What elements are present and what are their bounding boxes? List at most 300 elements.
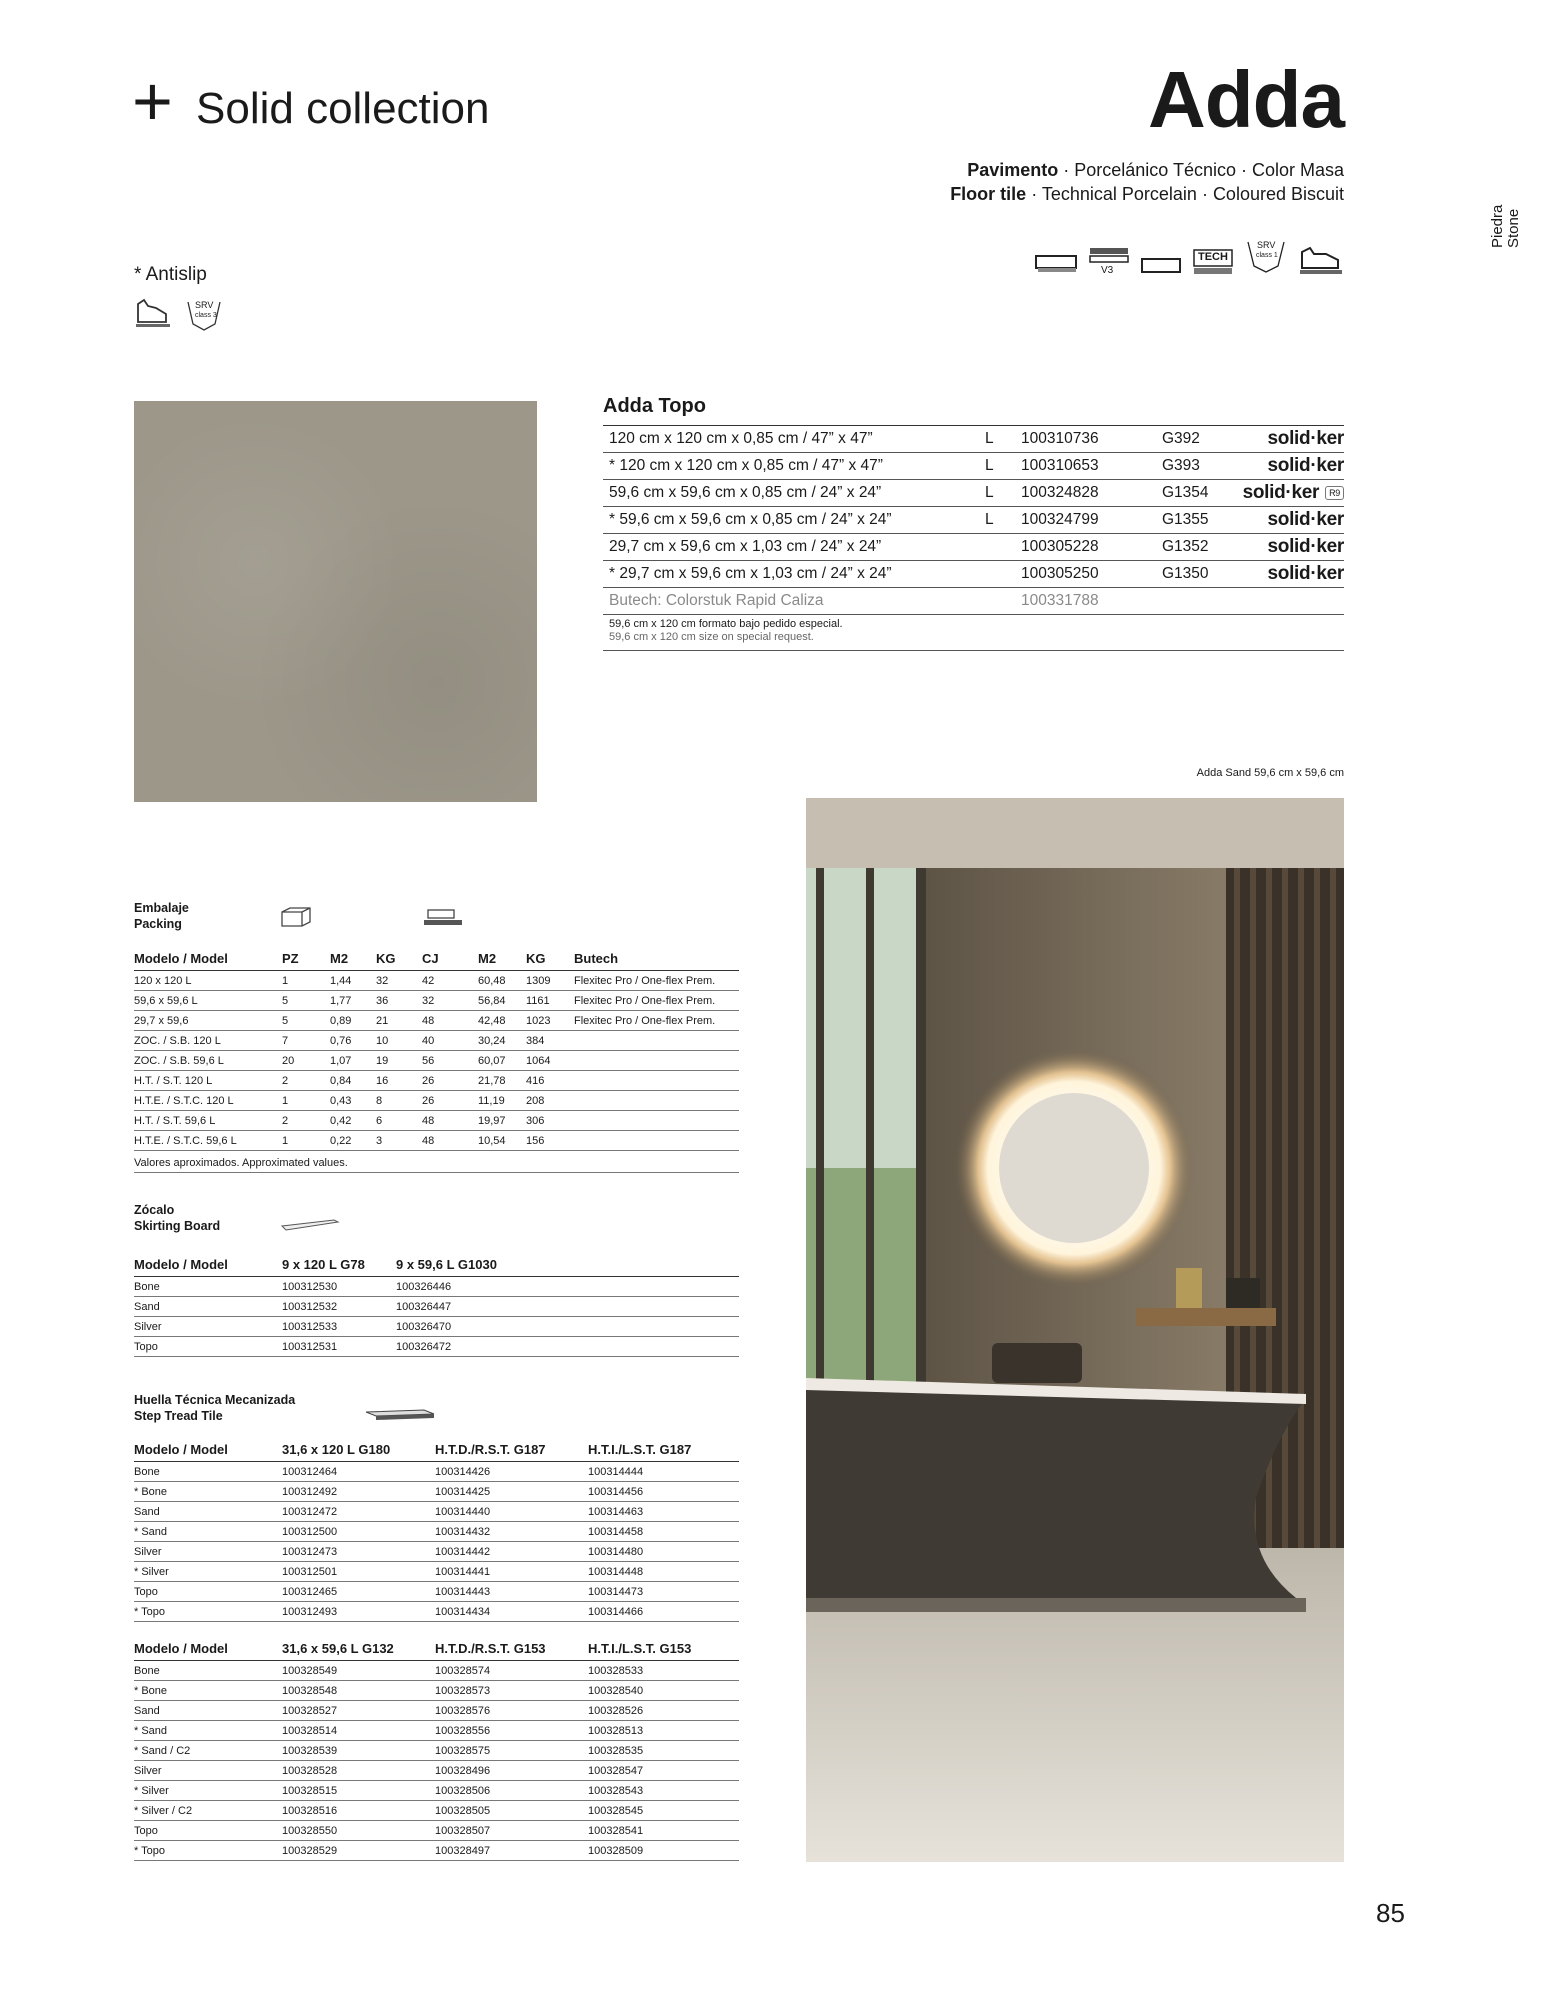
table-cell: 100314426 — [435, 1462, 588, 1482]
step-table-120 — [134, 1437, 739, 1622]
skirting-title — [134, 1202, 220, 1234]
page-number: 85 — [1376, 1898, 1405, 1928]
table-row — [134, 1741, 739, 1761]
table-cell: 100328547 — [588, 1761, 739, 1781]
table-cell: 100314458 — [588, 1522, 739, 1542]
table-cell: Flexitec Pro / One-flex Prem. — [574, 1011, 739, 1031]
table-cell: 32 — [376, 971, 422, 991]
table-row — [134, 1297, 739, 1317]
table-cell: 2 — [282, 1111, 330, 1131]
topo-code: 100305228 — [1015, 534, 1156, 561]
solidker-logo: solid·ker — [1267, 536, 1344, 557]
column-header: KG — [526, 946, 574, 971]
description-en — [950, 182, 1344, 206]
table-row — [134, 1582, 739, 1602]
topo-note-es: 59,6 cm x 120 cm formato bajo pedido especial. — [609, 618, 843, 630]
table-cell: * Silver — [134, 1781, 282, 1801]
table-cell: 208 — [526, 1091, 574, 1111]
table-cell: Topo — [134, 1337, 282, 1357]
table-cell: 100328539 — [282, 1741, 435, 1761]
table-cell: 5 — [282, 1011, 330, 1031]
table-cell: 100328545 — [588, 1801, 739, 1821]
table-cell: Topo — [134, 1821, 282, 1841]
topo-group: G393 — [1156, 453, 1222, 480]
table-cell: 11,19 — [478, 1091, 526, 1111]
table-cell: ZOC. / S.B. 59,6 L — [134, 1051, 282, 1071]
table-cell: 56,84 — [478, 991, 526, 1011]
table-cell: * Silver — [134, 1562, 282, 1582]
table-cell: H.T. / S.T. 59,6 L — [134, 1111, 282, 1131]
topo-size-flag: L — [979, 480, 1015, 507]
column-header: 31,6 x 120 L G180 — [282, 1437, 435, 1462]
table-cell: 1 — [282, 971, 330, 991]
bathroom-illustration — [806, 798, 1344, 1862]
table-cell: 48 — [422, 1131, 478, 1151]
table-cell: 32 — [422, 991, 478, 1011]
table-cell: 100328575 — [435, 1741, 588, 1761]
solidker-logo: solid·ker — [1267, 563, 1344, 584]
column-header: H.T.D./R.S.T. G187 — [435, 1437, 588, 1462]
table-cell: 100314444 — [588, 1462, 739, 1482]
pallet-icon — [422, 908, 464, 928]
column-header: Butech — [574, 946, 739, 971]
table-cell: 384 — [526, 1031, 574, 1051]
topo-brand-cell — [1222, 453, 1344, 480]
topo-divider — [603, 650, 1344, 651]
table-cell: 100312532 — [282, 1297, 396, 1317]
table-cell: 10,54 — [478, 1131, 526, 1151]
table-cell: 120 x 120 L — [134, 971, 282, 991]
plus-icon: + — [132, 62, 173, 140]
table-cell: * Sand / C2 — [134, 1741, 282, 1761]
table-cell: 56 — [422, 1051, 478, 1071]
column-header: H.T.D./R.S.T. G153 — [435, 1636, 588, 1661]
product-name: Adda — [1148, 55, 1344, 144]
topo-format: 59,6 cm x 59,6 cm x 0,85 cm / 24” x 24” — [603, 480, 979, 507]
table-cell — [574, 1051, 739, 1071]
solidker-logo: solid·ker — [1267, 428, 1344, 449]
table-cell: 8 — [376, 1091, 422, 1111]
topo-row — [603, 480, 1344, 507]
skirting-board-icon — [280, 1218, 340, 1232]
table-cell: 40 — [422, 1031, 478, 1051]
table-cell: Bone — [134, 1277, 282, 1297]
table-row — [134, 991, 739, 1011]
topo-row — [603, 561, 1344, 588]
butech-spacer — [1156, 588, 1222, 615]
table-cell: 100328509 — [588, 1841, 739, 1861]
antislip-icons — [134, 296, 224, 332]
photo-caption: Adda Sand 59,6 cm x 59,6 cm — [1196, 767, 1344, 779]
table-cell: 100314456 — [588, 1482, 739, 1502]
table-cell: 100328497 — [435, 1841, 588, 1861]
topo-group: G1350 — [1156, 561, 1222, 588]
table-cell — [574, 1071, 739, 1091]
v3-label: V3 — [1101, 265, 1114, 276]
side-category-en: Stone — [1505, 208, 1522, 248]
table-cell: 1 — [282, 1091, 330, 1111]
table-cell: 0,22 — [330, 1131, 376, 1151]
table-cell: 100328556 — [435, 1721, 588, 1741]
table-cell: 1309 — [526, 971, 574, 991]
topo-size-flag — [979, 534, 1015, 561]
table-cell: * Topo — [134, 1602, 282, 1622]
table-cell: 36 — [376, 991, 422, 1011]
topo-row — [603, 534, 1344, 561]
table-cell: 416 — [526, 1071, 574, 1091]
table-cell: 100328574 — [435, 1661, 588, 1681]
tech-icon — [1192, 248, 1234, 276]
table-cell: 100328507 — [435, 1821, 588, 1841]
feature-icons — [1034, 236, 1344, 276]
table-cell: Silver — [134, 1542, 282, 1562]
table-cell: Bone — [134, 1462, 282, 1482]
table-cell: 100312500 — [282, 1522, 435, 1542]
table-cell: 100312493 — [282, 1602, 435, 1622]
table-cell: Bone — [134, 1661, 282, 1681]
antislip-label: * Antislip — [134, 264, 207, 285]
table-row — [134, 1337, 739, 1357]
table-cell: 100312465 — [282, 1582, 435, 1602]
topo-row — [603, 426, 1344, 453]
table-row — [134, 1502, 739, 1522]
table-row — [134, 1131, 739, 1151]
packing-note: Valores aproximados. Approximated values. — [134, 1157, 348, 1169]
table-row — [134, 1091, 739, 1111]
table-cell: 48 — [422, 1011, 478, 1031]
topo-size-flag: L — [979, 453, 1015, 480]
topo-group: G1354 — [1156, 480, 1222, 507]
table-cell: 100328515 — [282, 1781, 435, 1801]
packing-title-en: Packing — [134, 917, 182, 931]
table-cell: 10 — [376, 1031, 422, 1051]
solidker-logo: solid·ker — [1267, 455, 1344, 476]
table-cell: 29,7 x 59,6 — [134, 1011, 282, 1031]
table-cell: H.T.E. / S.T.C. 120 L — [134, 1091, 282, 1111]
table-cell — [574, 1091, 739, 1111]
table-cell: 306 — [526, 1111, 574, 1131]
table-cell: Silver — [134, 1761, 282, 1781]
topo-group: G1355 — [1156, 507, 1222, 534]
skirting-title-es: Zócalo — [134, 1203, 175, 1217]
table-cell: 100326472 — [396, 1337, 739, 1357]
table-cell: * Topo — [134, 1841, 282, 1861]
table-cell: 100328516 — [282, 1801, 435, 1821]
table-cell: 100326470 — [396, 1317, 739, 1337]
solidker-logo: solid·ker — [1267, 509, 1344, 530]
table-cell: 100314432 — [435, 1522, 588, 1542]
table-cell: 100328506 — [435, 1781, 588, 1801]
step-tread-icon — [364, 1404, 436, 1424]
topo-note-en: 59,6 cm x 120 cm size on special request. — [609, 631, 814, 643]
table-cell: Silver — [134, 1317, 282, 1337]
table-cell: 7 — [282, 1031, 330, 1051]
table-row — [134, 1602, 739, 1622]
column-header: Modelo / Model — [134, 1252, 282, 1277]
packing-title-es: Embalaje — [134, 901, 189, 915]
topo-brand-cell — [1222, 507, 1344, 534]
step-title-es: Huella Técnica Mecanizada — [134, 1393, 296, 1407]
table-cell: * Bone — [134, 1681, 282, 1701]
tech-label: TECH — [1198, 251, 1228, 263]
table-row — [134, 1031, 739, 1051]
table-cell: 21 — [376, 1011, 422, 1031]
table-cell: 100328540 — [588, 1681, 739, 1701]
table-row — [134, 1542, 739, 1562]
table-cell: 100312501 — [282, 1562, 435, 1582]
column-header: Modelo / Model — [134, 1437, 282, 1462]
table-cell: 21,78 — [478, 1071, 526, 1091]
topo-size-flag: L — [979, 507, 1015, 534]
table-cell: 100328505 — [435, 1801, 588, 1821]
description-es — [967, 158, 1344, 182]
table-cell: 100314463 — [588, 1502, 739, 1522]
topo-group: G392 — [1156, 426, 1222, 453]
table-cell: 100328573 — [435, 1681, 588, 1701]
srv-class3-label: class 3 — [195, 312, 217, 319]
topo-format: * 120 cm x 120 cm x 0,85 cm / 47” x 47” — [603, 453, 979, 480]
bathroom-photo — [806, 798, 1344, 1862]
column-header: Modelo / Model — [134, 1636, 282, 1661]
table-row — [134, 1051, 739, 1071]
topo-brand-cell — [1222, 480, 1344, 507]
r9-badge: R9 — [1325, 486, 1344, 500]
side-category-label — [1490, 190, 1530, 260]
table-cell: 100312472 — [282, 1502, 435, 1522]
table-cell: Flexitec Pro / One-flex Prem. — [574, 991, 739, 1011]
antislip-shoe-small-icon — [134, 296, 172, 330]
table-cell: 100328541 — [588, 1821, 739, 1841]
table-cell: 100314466 — [588, 1602, 739, 1622]
table-cell: 100326446 — [396, 1277, 739, 1297]
topo-size-flag: L — [979, 426, 1015, 453]
table-row — [134, 1462, 739, 1482]
table-row — [134, 1277, 739, 1297]
table-cell: 59,6 x 59,6 L — [134, 991, 282, 1011]
table-cell: 0,76 — [330, 1031, 376, 1051]
column-header: 9 x 120 L G78 — [282, 1252, 396, 1277]
table-cell: Sand — [134, 1297, 282, 1317]
table-cell: 100314434 — [435, 1602, 588, 1622]
topo-group: G1352 — [1156, 534, 1222, 561]
column-header: M2 — [478, 946, 526, 971]
table-cell: 48 — [422, 1111, 478, 1131]
table-cell: 100328535 — [588, 1741, 739, 1761]
srv-label: SRV — [1257, 240, 1276, 250]
table-cell: 1023 — [526, 1011, 574, 1031]
shade-variation-icon — [1088, 246, 1130, 276]
table-cell: 16 — [376, 1071, 422, 1091]
table-cell: 100314480 — [588, 1542, 739, 1562]
topo-format: 120 cm x 120 cm x 0,85 cm / 47” x 47” — [603, 426, 979, 453]
table-cell: 100314443 — [435, 1582, 588, 1602]
table-cell: 26 — [422, 1071, 478, 1091]
desc-en-bold: Floor tile — [950, 184, 1027, 204]
table-cell: 100328550 — [282, 1821, 435, 1841]
topo-format: * 29,7 cm x 59,6 cm x 1,03 cm / 24” x 24” — [603, 561, 979, 588]
box-icon — [280, 906, 312, 928]
table-cell: 100328543 — [588, 1781, 739, 1801]
rectified-edge-icon — [1034, 252, 1078, 276]
topo-code: 100310653 — [1015, 453, 1156, 480]
topo-format: 29,7 cm x 59,6 cm x 1,03 cm / 24” x 24” — [603, 534, 979, 561]
table-row — [134, 1781, 739, 1801]
table-row — [134, 1522, 739, 1542]
table-cell: 100314425 — [435, 1482, 588, 1502]
table-cell: Topo — [134, 1582, 282, 1602]
table-cell: 42,48 — [478, 1011, 526, 1031]
column-header: CJ — [422, 946, 478, 971]
table-row — [134, 1701, 739, 1721]
srv-class1-label: class 1 — [1256, 252, 1278, 259]
table-cell: 2 — [282, 1071, 330, 1091]
column-header: 9 x 59,6 L G1030 — [396, 1252, 739, 1277]
srv-class3-icon — [184, 296, 224, 332]
table-cell: 60,48 — [478, 971, 526, 991]
column-header: M2 — [330, 946, 376, 971]
table-cell: 100328528 — [282, 1761, 435, 1781]
topo-code: 100310736 — [1015, 426, 1156, 453]
table-cell: 100314442 — [435, 1542, 588, 1562]
table-row — [134, 1681, 739, 1701]
table-row — [134, 1111, 739, 1131]
table-cell: 100326447 — [396, 1297, 739, 1317]
topo-format: * 59,6 cm x 59,6 cm x 0,85 cm / 24” x 24” — [603, 507, 979, 534]
topo-brand-cell — [1222, 534, 1344, 561]
step-title — [134, 1392, 295, 1424]
table-cell: 100328576 — [435, 1701, 588, 1721]
table-cell: 1 — [282, 1131, 330, 1151]
table-cell: 100328526 — [588, 1701, 739, 1721]
column-header: PZ — [282, 946, 330, 971]
srv-class1-icon — [1244, 236, 1288, 276]
topo-title: Adda Topo — [603, 395, 706, 417]
column-header: 31,6 x 59,6 L G132 — [282, 1636, 435, 1661]
table-row — [134, 1071, 739, 1091]
table-cell: 1,44 — [330, 971, 376, 991]
butech-spacer — [1222, 588, 1344, 615]
table-row — [134, 1661, 739, 1681]
butech-code: 100331788 — [1015, 588, 1156, 615]
solidker-logo: solid·ker — [1242, 482, 1320, 503]
table-cell: 30,24 — [478, 1031, 526, 1051]
table-cell: 6 — [376, 1111, 422, 1131]
table-cell: 100328514 — [282, 1721, 435, 1741]
topo-brand-cell — [1222, 561, 1344, 588]
column-header: KG — [376, 946, 422, 971]
table-cell: Flexitec Pro / One-flex Prem. — [574, 971, 739, 991]
table-cell: 100312531 — [282, 1337, 396, 1357]
table-cell: * Silver / C2 — [134, 1801, 282, 1821]
table-row — [134, 1317, 739, 1337]
table-row — [134, 1801, 739, 1821]
topo-brand-cell — [1222, 426, 1344, 453]
collection-title: Solid collection — [196, 84, 490, 133]
srv-label-small: SRV — [195, 300, 214, 310]
butech-spacer — [979, 588, 1015, 615]
table-cell: 42 — [422, 971, 478, 991]
table-cell: 100328527 — [282, 1701, 435, 1721]
step-table-59 — [134, 1636, 739, 1861]
table-row — [134, 1562, 739, 1582]
butech-row — [603, 588, 1344, 615]
topo-size-flag — [979, 561, 1015, 588]
table-cell: 100314473 — [588, 1582, 739, 1602]
table-cell: H.T. / S.T. 120 L — [134, 1071, 282, 1091]
table-cell: 1161 — [526, 991, 574, 1011]
butech-label: Butech: Colorstuk Rapid Caliza — [603, 588, 979, 615]
table-cell: 100312464 — [282, 1462, 435, 1482]
table-cell: H.T.E. / S.T.C. 59,6 L — [134, 1131, 282, 1151]
topo-code: 100324799 — [1015, 507, 1156, 534]
table-cell — [574, 1111, 739, 1131]
tile-swatch — [134, 401, 537, 802]
desc-es-bold: Pavimento — [967, 160, 1059, 180]
table-cell: 100314448 — [588, 1562, 739, 1582]
packing-title — [134, 900, 189, 932]
topo-code: 100324828 — [1015, 480, 1156, 507]
table-cell: 100328496 — [435, 1761, 588, 1781]
table-cell: 100314440 — [435, 1502, 588, 1522]
column-header: H.T.I./L.S.T. G153 — [588, 1636, 739, 1661]
table-cell: Sand — [134, 1701, 282, 1721]
topo-row — [603, 453, 1344, 480]
table-cell: 100312530 — [282, 1277, 396, 1297]
topo-code: 100305250 — [1015, 561, 1156, 588]
table-cell: 1,77 — [330, 991, 376, 1011]
table-cell: 100328529 — [282, 1841, 435, 1861]
packing-note-rule — [134, 1172, 739, 1173]
table-cell: 19,97 — [478, 1111, 526, 1131]
desc-en-rest: · Technical Porcelain · Coloured Biscuit — [1026, 184, 1344, 204]
table-cell: Sand — [134, 1502, 282, 1522]
table-cell — [574, 1031, 739, 1051]
table-cell: 100328533 — [588, 1661, 739, 1681]
table-cell: 1064 — [526, 1051, 574, 1071]
topo-format-table — [603, 425, 1344, 615]
table-cell: * Sand — [134, 1522, 282, 1542]
tile-format-icon — [1140, 256, 1182, 276]
table-cell: ZOC. / S.B. 120 L — [134, 1031, 282, 1051]
table-row — [134, 1761, 739, 1781]
table-cell: 0,42 — [330, 1111, 376, 1131]
table-cell: 1,07 — [330, 1051, 376, 1071]
topo-note — [609, 618, 843, 644]
table-cell: 0,43 — [330, 1091, 376, 1111]
side-category-es: Piedra — [1489, 204, 1506, 248]
topo-row — [603, 507, 1344, 534]
table-cell: 100328513 — [588, 1721, 739, 1741]
table-cell: 156 — [526, 1131, 574, 1151]
table-row — [134, 1841, 739, 1861]
table-row — [134, 1482, 739, 1502]
table-cell: 100314441 — [435, 1562, 588, 1582]
table-row — [134, 1821, 739, 1841]
table-cell: * Bone — [134, 1482, 282, 1502]
table-cell: 100312533 — [282, 1317, 396, 1337]
table-cell: 60,07 — [478, 1051, 526, 1071]
table-cell: 5 — [282, 991, 330, 1011]
column-header: H.T.I./L.S.T. G187 — [588, 1437, 739, 1462]
table-row — [134, 1011, 739, 1031]
column-header: Modelo / Model — [134, 946, 282, 971]
step-title-en: Step Tread Tile — [134, 1409, 223, 1423]
table-cell: 26 — [422, 1091, 478, 1111]
table-cell: 3 — [376, 1131, 422, 1151]
table-cell: 100312492 — [282, 1482, 435, 1502]
table-cell: 0,89 — [330, 1011, 376, 1031]
table-cell: 100328548 — [282, 1681, 435, 1701]
